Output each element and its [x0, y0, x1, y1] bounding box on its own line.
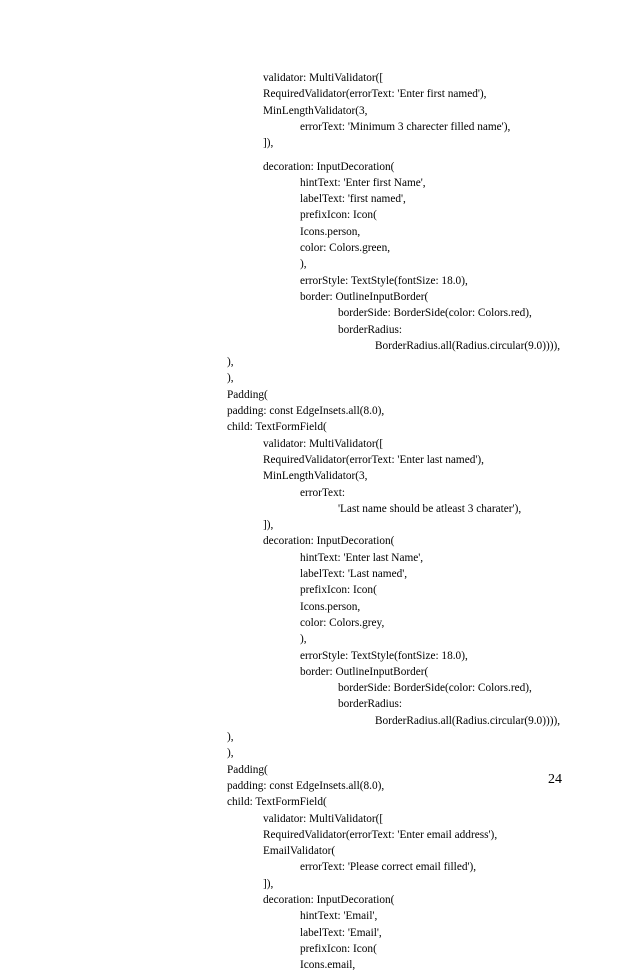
- code-line: EmailValidator(: [263, 845, 336, 858]
- code-line: validator: MultiValidator([: [263, 437, 384, 450]
- code-line: color: Colors.green,: [300, 242, 391, 254]
- code-line: RequiredValidator(errorText: 'Enter last named'),: [263, 453, 484, 466]
- code-line: BorderRadius.all(Radius.circular(9.0)))),: [375, 339, 561, 352]
- code-line: decoration: InputDecoration(: [263, 160, 395, 173]
- code-line: padding: const EdgeInsets.all(8.0),: [227, 779, 385, 792]
- code-line: borderRadius:: [338, 698, 403, 711]
- code-line: child: TextFormField(: [227, 796, 327, 809]
- code-line: prefixIcon: Icon(: [300, 942, 377, 955]
- code-line: errorText: 'Minimum 3 charecter filled name'),: [300, 120, 511, 133]
- code-line: labelText: 'Last named',: [300, 568, 408, 580]
- code-line: Icons.person,: [300, 225, 361, 238]
- code-line: validator: MultiValidator([: [263, 812, 384, 825]
- code-line: MinLengthValidator(3,: [263, 104, 368, 117]
- code-line: errorText: 'Please correct email filled'),: [300, 861, 477, 874]
- code-line: Padding(: [227, 763, 268, 776]
- code-line: ]),: [263, 519, 274, 532]
- code-line: errorText:: [300, 486, 345, 499]
- page-number: 24: [548, 772, 562, 787]
- code-line: borderSide: BorderSide(color: Colors.red),: [338, 307, 532, 320]
- code-line: validator: MultiValidator([: [263, 72, 384, 84]
- code-line: hintText: 'Enter first Name',: [300, 176, 426, 189]
- code-line: ),: [227, 731, 234, 743]
- code-line: MinLengthValidator(3,: [263, 470, 368, 483]
- code-line: labelText: 'first named',: [300, 193, 406, 206]
- code-line: errorStyle: TextStyle(fontSize: 18.0),: [300, 274, 468, 287]
- code-line: Padding(: [227, 388, 268, 401]
- code-line: labelText: 'Email',: [300, 926, 382, 939]
- code-line: padding: const EdgeInsets.all(8.0),: [227, 405, 385, 417]
- code-line: decoration: InputDecoration(: [263, 894, 395, 906]
- code-line: ),: [227, 372, 234, 385]
- code-line: prefixIcon: Icon(: [300, 209, 377, 222]
- code-line: ]),: [263, 137, 274, 150]
- code-line: ),: [300, 633, 307, 646]
- code-line: ),: [227, 356, 234, 369]
- code-line: borderRadius:: [338, 323, 403, 336]
- code-line: border: OutlineInputBorder(: [300, 290, 429, 303]
- code-line: ),: [227, 747, 234, 760]
- code-line: border: OutlineInputBorder(: [300, 665, 429, 678]
- code-line: RequiredValidator(errorText: 'Enter first named'),: [263, 88, 487, 101]
- code-line: 'Last name should be atleast 3 charater'),: [338, 502, 522, 515]
- code-line: prefixIcon: Icon(: [300, 584, 377, 597]
- code-line: child: TextFormField(: [227, 421, 327, 434]
- code-line: decoration: InputDecoration(: [263, 535, 395, 548]
- code-line: borderSide: BorderSide(color: Colors.red),: [338, 682, 532, 695]
- code-line: Icons.person,: [300, 600, 361, 613]
- code-line: ]),: [263, 877, 274, 890]
- code-line: BorderRadius.all(Radius.circular(9.0)))),: [375, 714, 561, 727]
- code-line: RequiredValidator(errorText: 'Enter email address'),: [263, 828, 498, 841]
- code-line: hintText: 'Email',: [300, 910, 378, 923]
- code-line: errorStyle: TextStyle(fontSize: 18.0),: [300, 649, 468, 662]
- code-line: Icons.email,: [300, 959, 356, 972]
- code-line: hintText: 'Enter last Name',: [300, 551, 424, 564]
- code-line: color: Colors.grey,: [300, 616, 385, 629]
- code-line: ),: [300, 258, 307, 271]
